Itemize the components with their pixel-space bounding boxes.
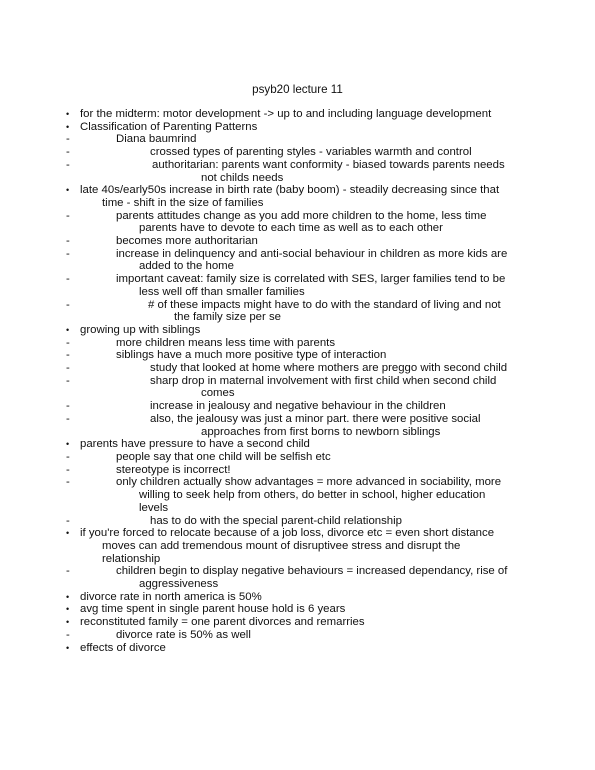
dash-item	[66, 375, 566, 400]
dash-marker: -	[66, 400, 70, 413]
dash-item	[66, 273, 566, 298]
dash-marker: -	[66, 349, 70, 362]
dash-marker: -	[66, 450, 70, 463]
item-text: sharp drop in maternal involvement with first child when second child	[150, 374, 497, 387]
dash-item	[66, 413, 566, 438]
dash-marker: -	[66, 374, 70, 387]
dash-marker: -	[66, 298, 70, 311]
bullet-marker: •	[66, 324, 70, 335]
dash-marker: -	[66, 412, 70, 425]
item-text: reconstituted family = one parent divorces and remarries	[80, 616, 365, 629]
bullet-item	[66, 642, 566, 655]
item-text: late 40s/early50s increase in birth rate (baby boom) - steadily decreasing since that	[80, 184, 500, 197]
bullet-item	[66, 438, 566, 451]
bullet-item	[66, 527, 566, 565]
item-text-continuation: relationship	[102, 552, 161, 565]
dash-marker: -	[66, 514, 70, 527]
item-text-continuation: added to the home	[139, 260, 234, 273]
dash-marker: -	[66, 247, 70, 260]
dash-marker: -	[66, 209, 70, 222]
item-text-continuation: approaches from first borns to newborn siblings	[201, 425, 441, 438]
bullet-marker: •	[66, 109, 70, 119]
dash-item	[66, 235, 566, 248]
item-text: parents have pressure to have a second child	[80, 438, 310, 451]
dash-marker: -	[66, 362, 70, 375]
bullet-marker: •	[66, 528, 70, 539]
dash-marker: -	[66, 565, 70, 578]
item-text: siblings have a much more positive type of interaction	[116, 349, 387, 362]
item-text: divorce rate is 50% as well	[116, 628, 251, 641]
bullet-item	[66, 603, 566, 616]
dash-item	[66, 248, 566, 273]
item-text: avg time spent in single parent house hold is 6 years	[80, 603, 346, 616]
item-text: also, the jealousy was just a minor part. there were positive social	[150, 412, 481, 425]
item-text-continuation: parents have to devote to each time as well as to each other	[139, 222, 443, 235]
item-text: for the midterm: motor development -> up to and including language development	[80, 108, 492, 120]
dash-item	[66, 565, 566, 590]
notes-body	[66, 108, 566, 654]
bullet-marker: •	[66, 591, 70, 602]
dash-item	[66, 133, 566, 146]
item-text-continuation: comes	[201, 387, 235, 400]
dash-item	[66, 362, 566, 375]
item-text: study that looked at home where mothers are preggo with second child	[150, 362, 508, 375]
bullet-marker: •	[66, 642, 70, 653]
item-text: Diana baumrind	[116, 133, 197, 146]
bullet-item	[66, 616, 566, 629]
bullet-item	[66, 324, 566, 337]
dash-item	[66, 464, 566, 477]
dash-item	[66, 146, 566, 159]
item-text: increase in jealousy and negative behaviour in the children	[150, 400, 446, 413]
dash-marker: -	[66, 273, 70, 286]
item-text-continuation: the family size per se	[174, 311, 281, 324]
item-text: increase in delinquency and anti-social behaviour in children as more kids are	[116, 247, 508, 260]
dash-marker: -	[66, 463, 70, 476]
dash-marker: -	[66, 146, 70, 159]
item-text: effects of divorce	[80, 641, 166, 654]
dash-item	[66, 299, 566, 324]
item-text: has to do with the special parent-child relationship	[150, 514, 403, 527]
item-text: divorce rate in north america is 50%	[80, 590, 262, 603]
item-text: crossed types of parenting styles - variables warmth and control	[150, 146, 472, 159]
dash-item	[66, 629, 566, 642]
dash-item	[66, 159, 566, 184]
item-text: becomes more authoritarian	[116, 235, 258, 248]
item-text: if you're forced to relocate because of a job loss, divorce etc = even short distance	[80, 527, 495, 540]
item-text-continuation: less well off than smaller families	[139, 285, 305, 298]
bullet-marker: •	[66, 617, 70, 628]
bullet-item	[66, 184, 566, 209]
bullet-marker: •	[66, 604, 70, 615]
bullet-marker: •	[66, 185, 70, 196]
dash-marker: -	[66, 336, 70, 349]
item-text: stereotype is incorrect!	[116, 463, 231, 476]
item-text-continuation: willing to seek help from others, do better in school, higher education	[139, 489, 486, 502]
dash-item	[66, 476, 566, 514]
item-text-continuation: time - shift in the size of families	[102, 196, 264, 209]
item-text-continuation: not childs needs	[201, 171, 284, 184]
dash-item	[66, 451, 566, 464]
dash-marker: -	[66, 235, 70, 248]
item-text-continuation: levels	[139, 501, 169, 514]
item-text-continuation: aggressiveness	[139, 578, 219, 591]
item-text: Classification of Parenting Patterns	[80, 120, 258, 133]
bullet-item	[66, 108, 566, 121]
item-text-continuation: moves can add tremendous mount of disruptivee stress and disrupt the	[102, 539, 461, 552]
item-text: parents attitudes change as you add more children to the home, less time	[116, 209, 487, 222]
dash-item	[66, 337, 566, 350]
item-text: growing up with siblings	[80, 323, 201, 336]
item-text: only children actually show advantages = more advanced in sociability, more	[116, 476, 502, 489]
item-text: people say that one child will be selfish etc	[116, 450, 331, 463]
dash-item	[66, 349, 566, 362]
dash-marker: -	[66, 158, 70, 171]
document-title: psyb20 lecture 11	[252, 83, 343, 96]
dash-marker: -	[66, 628, 70, 641]
dash-item	[66, 400, 566, 413]
dash-item	[66, 210, 566, 235]
item-text: authoritarian: parents want conformity - biased towards parents needs	[152, 158, 505, 171]
bullet-item	[66, 121, 566, 134]
bullet-marker: •	[66, 121, 70, 132]
dash-item	[66, 515, 566, 528]
item-text: children begin to display negative behaviours = increased dependancy, rise of	[116, 565, 508, 578]
item-text: important caveat: family size is correlated with SES, larger families tend to be	[116, 273, 506, 286]
bullet-item	[66, 591, 566, 604]
dash-marker: -	[66, 133, 70, 146]
item-text: # of these impacts might have to do with the standard of living and not	[148, 298, 501, 311]
dash-marker: -	[66, 476, 70, 489]
item-text: more children means less time with parents	[116, 336, 336, 349]
bullet-marker: •	[66, 439, 70, 450]
